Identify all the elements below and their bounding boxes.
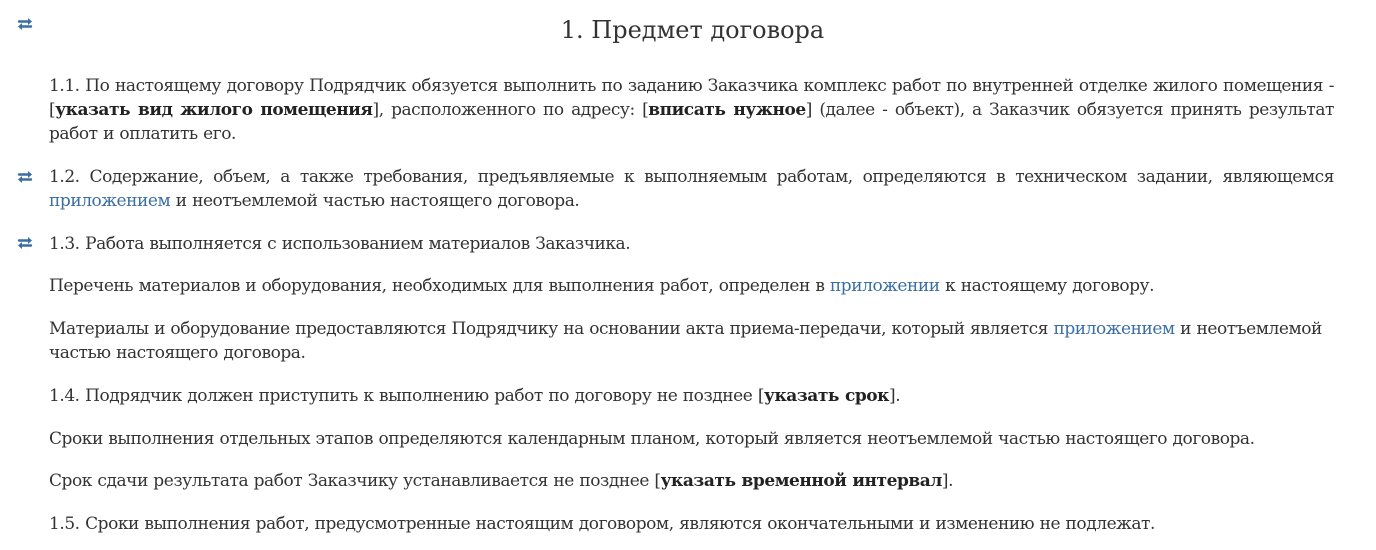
clause-text: Материалы и оборудование предоставляются Подрядчику на основании акта приема-передачи, который является: [49, 319, 1054, 339]
placeholder-field: вписать нужное: [648, 100, 806, 120]
clause-text: и неотъемлемой частью настоящего договора.: [49, 319, 1322, 363]
clause-text: 1.1. По настоящему договору Подрядчик обязуется выполнить по заданию Заказчика комплекс работ по внутренней отделке жилого помещения - [: [49, 76, 1334, 120]
clause-text: Перечень материалов и оборудования, необходимых для выполнения работ, определен в: [49, 276, 830, 296]
clause-1-3: 1.3. Работа выполняется с использованием материалов Заказчика.: [49, 234, 631, 254]
clause-1-1: [49, 74, 1334, 146]
clause-text: ] (далее - объект), а Заказчик обязуется принять результат работ и оплатить его.: [49, 100, 1335, 144]
section-heading: 1. Предмет договора: [560, 16, 825, 44]
clause-text: ], расположенного по адресу: [: [372, 100, 649, 120]
clause-text: ].: [889, 386, 901, 406]
swap-arrows-icon[interactable]: [15, 170, 35, 184]
clause-text: к настоящему договору.: [939, 276, 1155, 296]
clause-text: 1.4. Подрядчик должен приступить к выполнению работ по договору не позднее [: [49, 386, 765, 406]
placeholder-field: указать вид жилого помещения: [55, 100, 373, 120]
appendix-link[interactable]: приложением: [1053, 319, 1175, 339]
stages-paragraph: Сроки выполнения отдельных этапов определяются календарным планом, который является неотъемлемой частью настоящего договора.: [49, 429, 1255, 449]
appendix-link[interactable]: приложении: [829, 276, 940, 296]
placeholder-field: указать временной интервал: [660, 471, 942, 491]
clause-1-2: [49, 165, 1334, 213]
deadline-paragraph: [49, 469, 1334, 493]
clause-1-5: 1.5. Сроки выполнения работ, предусмотренные настоящим договором, являются окончательными и изменению не подлежат.: [49, 514, 1155, 534]
clause-text: ].: [941, 471, 954, 491]
materials-transfer-paragraph: [49, 317, 1334, 365]
clause-1-4: [49, 384, 1334, 408]
materials-list-paragraph: [49, 274, 1334, 298]
placeholder-field: указать срок: [764, 386, 890, 406]
clause-text: и неотъемлемой частью настоящего договора.: [170, 191, 580, 211]
clause-text: Срок сдачи результата работ Заказчику устанавливается не позднее [: [49, 471, 661, 491]
appendix-link[interactable]: приложением: [49, 191, 171, 211]
clause-text: 1.2. Содержание, объем, а также требования, предъявляемые к выполняемым работам, определяются в техническом задании, являющемся: [49, 167, 1334, 187]
swap-arrows-icon[interactable]: [15, 236, 35, 250]
